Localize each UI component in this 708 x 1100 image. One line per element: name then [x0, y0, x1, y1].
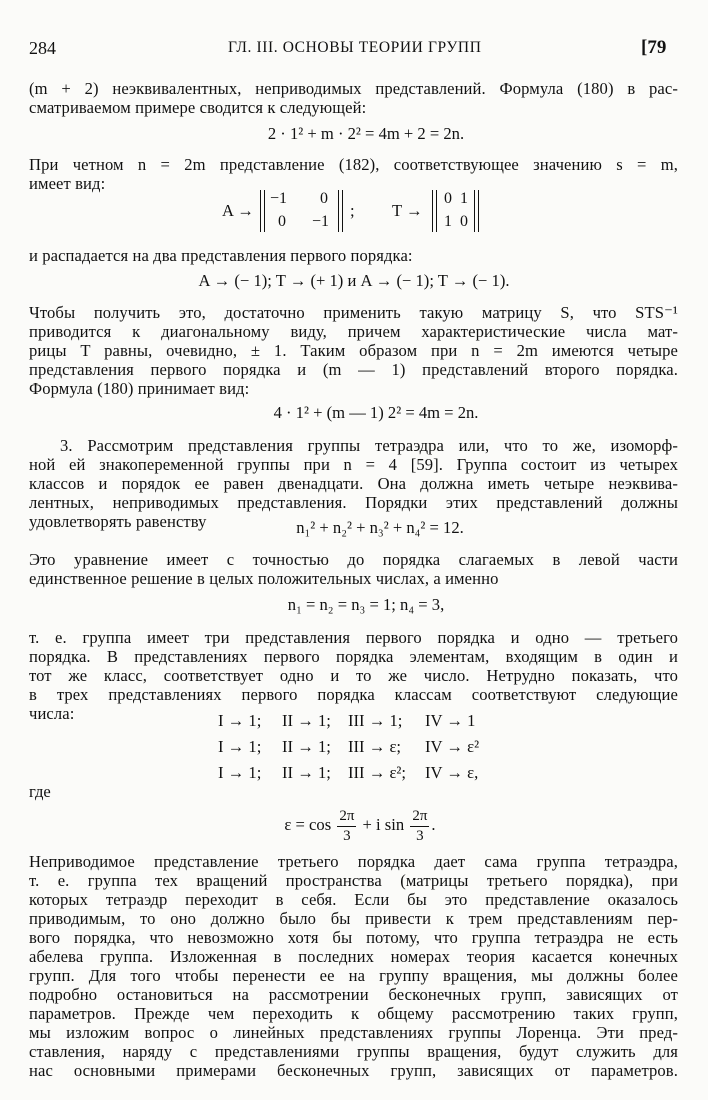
- running-title: ГЛ. III. ОСНОВЫ ТЕОРИИ ГРУПП: [228, 39, 482, 56]
- class-cell: IV → ε,: [425, 763, 479, 782]
- class-cell: III → ε;: [348, 737, 402, 756]
- numerator: 2π: [337, 807, 356, 827]
- denominator: 3: [343, 827, 351, 844]
- text-line: представления первого порядка и (m — 1) представлений второго порядка.: [29, 360, 678, 379]
- text-line: подробно остановиться на рассмотрении бесконечных групп, зависящих от: [29, 985, 678, 1004]
- text-line: Формула (180) принимает вид:: [29, 379, 250, 398]
- text-line: мы изложим вопрос о линейных представлениях группы Лоренца. Эти пред-: [29, 1023, 678, 1042]
- class-cell: I → 1;: [218, 711, 262, 730]
- class-cell: IV → 1: [425, 711, 476, 730]
- section-number: [79: [641, 37, 667, 58]
- denominator: 3: [416, 827, 424, 844]
- equation-3: 4 · 1² + (m — 1) 2² = 4m = 2n.: [273, 403, 479, 422]
- text-line: ставления, наряду с представлениями группы вращения, будут служить для: [29, 1042, 678, 1061]
- equation-1: 2 · 1² + m · 2² = 4m + 2 = 2n.: [267, 124, 465, 143]
- text-line: числа:: [29, 704, 75, 723]
- matrix-t-cell: 0: [460, 213, 468, 230]
- matrix-a-cell: 0: [320, 190, 328, 207]
- text-line: имеет вид:: [29, 174, 106, 193]
- text-line: параметров. Прежде чем переходить к общему рассмотрению таких групп,: [29, 1004, 678, 1023]
- fraction: [337, 807, 356, 846]
- text-line: рицы T равны, очевидно, ± 1. Таким образом при n = 2m имеются четыре: [29, 341, 678, 360]
- text-line: порядка. В представлениях первого порядка элементам, входящим в один и: [29, 647, 678, 666]
- epsilon-lhs: ε = cos: [284, 815, 332, 834]
- text-line: 3. Рассмотрим представления группы тетраэдра или, что то же, изоморф-: [60, 436, 678, 455]
- matrix-separator: ;: [350, 201, 355, 220]
- page-number: 284: [29, 38, 56, 58]
- text-line: сматриваемом примере сводится к следующей:: [29, 98, 367, 117]
- text-line: При четном n = 2m представление (182), соответствующее значению s = m,: [29, 155, 678, 174]
- matrix-t-cell: 1: [444, 213, 452, 230]
- text-line: приводимым, то оно должно было бы привести к трем представлениям пер-: [29, 909, 678, 928]
- text-line: нас основными примерами бесконечных групп, зависящих от параметров.: [29, 1061, 678, 1080]
- text-line: которых тетраэдр переходит в себя. Если бы это представление оказалось: [29, 890, 678, 909]
- text-line: Неприводимое представление третьего порядка дает сама группа тетраэдра,: [29, 852, 678, 871]
- equation-5: n₁ = n₂ = n₃ = 1; n₄ = 3,: [287, 595, 445, 614]
- matrix-a-cell: 0: [278, 213, 286, 230]
- text-line: Это уравнение имеет с точностью до порядка слагаемых в левой части: [29, 550, 678, 569]
- where-label: где: [29, 782, 51, 801]
- text-line: (m + 2) неэквивалентных, неприводимых представлений. Формула (180) в рас-: [29, 79, 678, 98]
- matrix-a-cell: −1: [312, 213, 330, 230]
- matrix-t-cell: 1: [460, 190, 468, 207]
- text-line: классов и порядок ее равен двенадцати. Она должна иметь четыре неэквива-: [29, 474, 678, 493]
- class-cell: III → ε²;: [348, 763, 407, 782]
- equation-epsilon: [0, 802, 708, 848]
- class-cell: II → 1;: [282, 763, 331, 782]
- numerator: 2π: [410, 807, 429, 827]
- text-line: Чтобы получить это, достаточно применить такую матрицу S, что STS⁻¹: [29, 303, 678, 322]
- text-line: приводится к диагональному виду, причем характеристические числа мат-: [29, 322, 678, 341]
- text-line: единственное решение в целых положительных числах, а именно: [29, 569, 499, 588]
- matrix-t-cell: 0: [444, 190, 452, 207]
- class-cell: I → 1;: [218, 763, 262, 782]
- class-cell: II → 1;: [282, 711, 331, 730]
- text-line: т. е. группа тех вращений пространства (матрицы третьего порядка), при: [29, 871, 678, 890]
- class-cell: I → 1;: [218, 737, 262, 756]
- text-line: вого порядка, что невозможно хотя бы потому, что группа тетраэдра не есть: [29, 928, 678, 947]
- fraction: [410, 807, 429, 846]
- epsilon-end: .: [431, 815, 436, 834]
- matrix-a-label: A →: [222, 201, 254, 220]
- text-line: удовлетворять равенству: [29, 512, 207, 531]
- text-line: абелева группа. Изложенная в последних номерах теория касается конечных: [29, 947, 678, 966]
- text-line: тот же класс, соответствует одно и то же число. Нетрудно показать, что: [29, 666, 678, 685]
- equation-2: A → (− 1); T → (+ 1) и A → (− 1); T → (− 1).: [198, 271, 510, 290]
- text-line: групп. Для того чтобы перенести ее на группу вращения, мы должны более: [29, 966, 678, 985]
- equation-4: n₁² + n₂² + n₃² + n₄² = 12.: [296, 518, 464, 537]
- text-line: и распадается на два представления первого порядка:: [29, 246, 413, 265]
- class-cell: II → 1;: [282, 737, 331, 756]
- text-line: ной ей знакопеременной группы при n = 4 [59]. Группа состоит из четырех: [29, 455, 678, 474]
- epsilon-mid: + i sin: [362, 815, 405, 834]
- text-line: лентных, неприводимых представления. Порядки этих представлений должны: [29, 493, 678, 512]
- text-line: т. е. группа имеет три представления первого порядка и одно — третьего: [29, 628, 678, 647]
- class-cell: III → 1;: [348, 711, 403, 730]
- class-cell: IV → ε²: [425, 737, 480, 756]
- matrix-a-cell: −1: [270, 190, 288, 207]
- text-line: в трех представлениях первого порядка классам соответствуют следующие: [29, 685, 678, 704]
- matrix-t-label: T →: [392, 201, 423, 220]
